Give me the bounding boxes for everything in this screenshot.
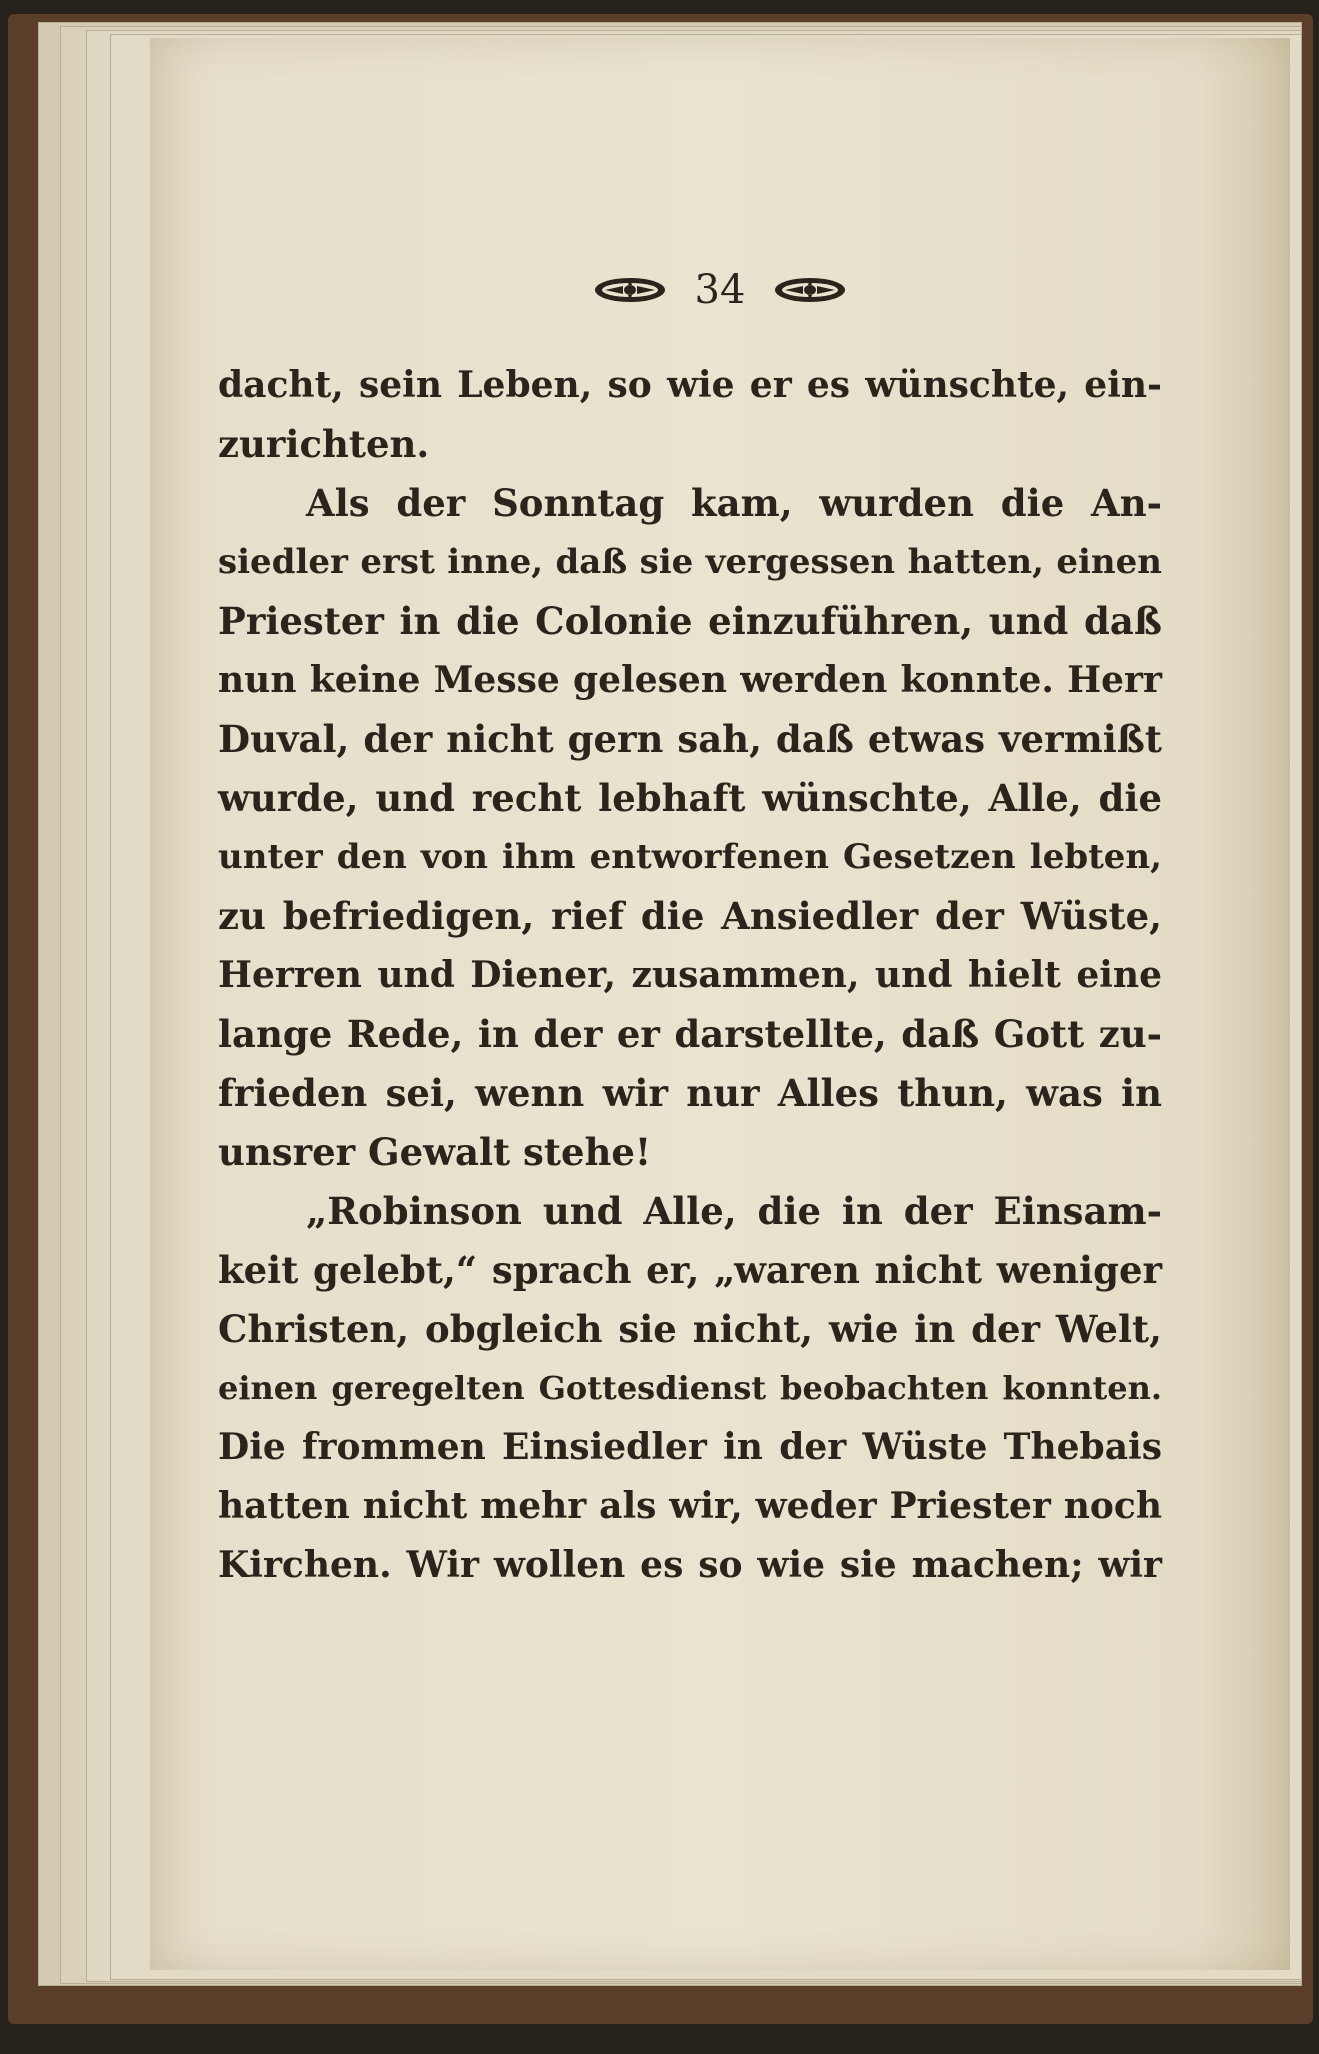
text-line: unsrer Gewalt stehe! <box>218 1130 652 1174</box>
text-line: Die frommen Einsiedler in der Wüste Thebais <box>218 1426 1162 1468</box>
text-line: zurichten. <box>218 422 430 466</box>
text-line: wurde, und recht lebhaft wünschte, Alle, die <box>218 776 1162 820</box>
text-line: zu befriedigen, rief die Ansiedler der Wüste, <box>218 894 1162 938</box>
fleuron-ornament-right-icon <box>773 275 847 305</box>
text-line: unter den von ihm entworfenen Gesetzen lebten, <box>218 837 1162 877</box>
text-line: Duval, der nicht gern sah, daß etwas vermißt <box>218 717 1162 761</box>
text-line: frieden sei, wenn wir nur Alles thun, was in <box>218 1071 1162 1115</box>
text-line: dacht, sein Leben, so wie er es wünschte, ein- <box>218 364 1162 406</box>
page-number: 34 <box>694 267 746 313</box>
text-line: Christen, obgleich sie nicht, wie in der Welt, <box>218 1307 1162 1351</box>
text-line: lange Rede, in der er darstellte, daß Gott zu- <box>218 1012 1162 1056</box>
text-line: Herren und Diener, zusammen, und hielt eine <box>218 954 1162 996</box>
text-line: einen geregelten Gottesdienst beobachten konnten. <box>218 1369 1162 1407</box>
text-line: Kirchen. Wir wollen es so wie sie machen; wir <box>218 1544 1162 1586</box>
body-text <box>218 356 1162 1595</box>
text-line: „Robinson und Alle, die in der Einsam- <box>306 1189 1162 1233</box>
text-line: Priester in die Colonie einzuführen, und daß <box>218 599 1162 643</box>
text-line: nun keine Messe gelesen werden konnte. Herr <box>218 659 1162 701</box>
text-line: hatten nicht mehr als wir, weder Priester noch <box>218 1485 1162 1527</box>
text-line: Als der Sonntag kam, wurden die An- <box>306 481 1162 525</box>
page-header <box>150 267 1290 313</box>
fleuron-ornament-left-icon <box>593 275 667 305</box>
text-line: keit gelebt,“ sprach er, „waren nicht weniger <box>218 1248 1162 1292</box>
text-line: siedler erst inne, daß sie vergessen hatten, einen <box>218 542 1162 582</box>
